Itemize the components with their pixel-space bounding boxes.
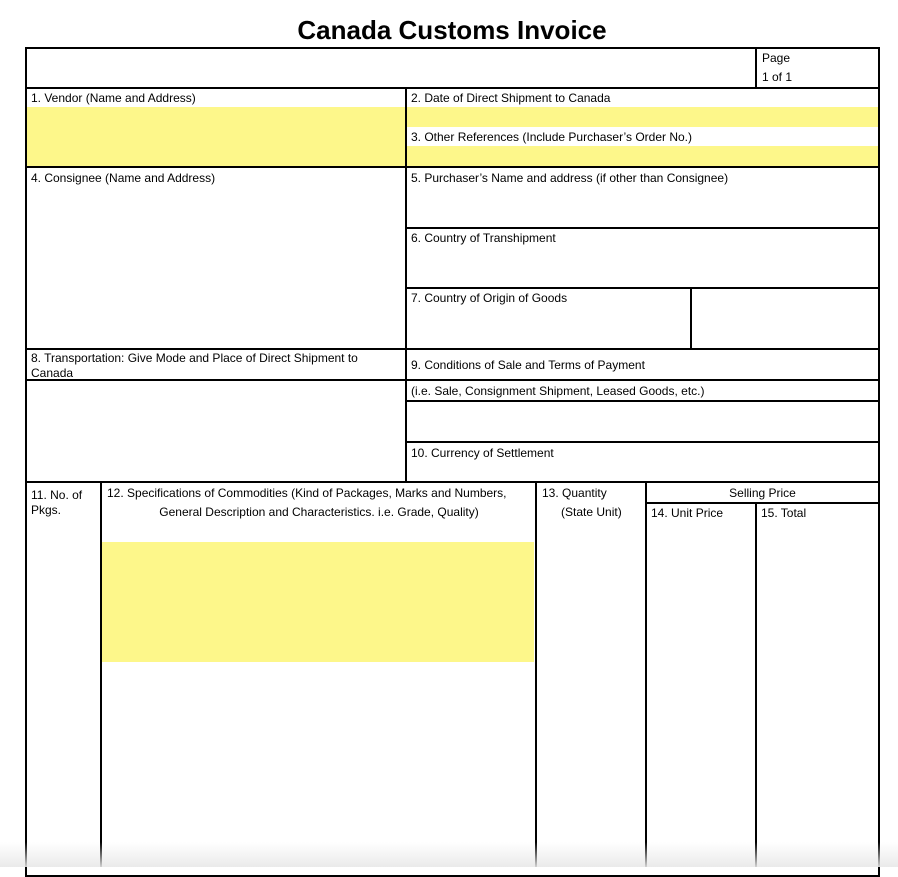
date-shipment-input[interactable] <box>407 107 878 127</box>
vendor-input[interactable] <box>27 107 405 166</box>
quantity-header-line1: 13. Quantity <box>542 486 607 500</box>
divider <box>755 502 757 867</box>
divider <box>25 348 880 350</box>
page-title: Canada Customs Invoice <box>297 15 607 45</box>
divider <box>406 227 880 229</box>
bottom-fade <box>0 842 898 867</box>
transportation-label: 8. Transportation: Give Mode and Place of Direct Shipment to Canada <box>31 351 358 380</box>
total-header: 15. Total <box>761 506 807 520</box>
selling-price-header: Selling Price <box>729 486 796 500</box>
divider <box>100 481 102 867</box>
specs-header-line1: 12. Specifications of Commodities (Kind of Packages, Marks and Numbers, <box>107 486 507 500</box>
divider <box>25 87 880 89</box>
specs-header-line2: General Description and Characteristics. i.e. Grade, Quality) <box>159 505 479 519</box>
divider <box>25 481 880 483</box>
transhipment-label: 6. Country of Transhipment <box>411 231 556 245</box>
other-references-label: 3. Other References (Include Purchaser’s Order No.) <box>411 130 693 144</box>
page-value: 1 of 1 <box>762 70 793 84</box>
divider <box>645 481 647 867</box>
conditions-label: 9. Conditions of Sale and Terms of Payment <box>411 358 645 372</box>
conditions-note: (i.e. Sale, Consignment Shipment, Leased Goods, etc.) <box>411 384 705 398</box>
origin-label: 7. Country of Origin of Goods <box>411 291 568 305</box>
date-shipment-label: 2. Date of Direct Shipment to Canada <box>411 91 611 105</box>
divider <box>406 400 880 402</box>
vendor-label: 1. Vendor (Name and Address) <box>31 91 196 105</box>
currency-label: 10. Currency of Settlement <box>411 446 554 460</box>
divider <box>406 287 880 289</box>
divider <box>25 166 880 168</box>
divider <box>406 441 880 443</box>
quantity-header-line2: (State Unit) <box>561 505 622 519</box>
specifications-input[interactable] <box>102 542 534 662</box>
divider <box>690 287 692 349</box>
divider <box>755 47 757 88</box>
divider <box>535 481 537 867</box>
purchaser-label: 5. Purchaser’s Name and address (if other than Consignee) <box>411 171 729 185</box>
divider <box>646 502 880 504</box>
unit-price-header: 14. Unit Price <box>651 506 724 520</box>
other-references-input[interactable] <box>407 146 878 166</box>
page-label: Page <box>762 51 791 65</box>
pkgs-header: 11. No. of Pkgs. <box>31 488 83 517</box>
consignee-label: 4. Consignee (Name and Address) <box>31 171 216 185</box>
